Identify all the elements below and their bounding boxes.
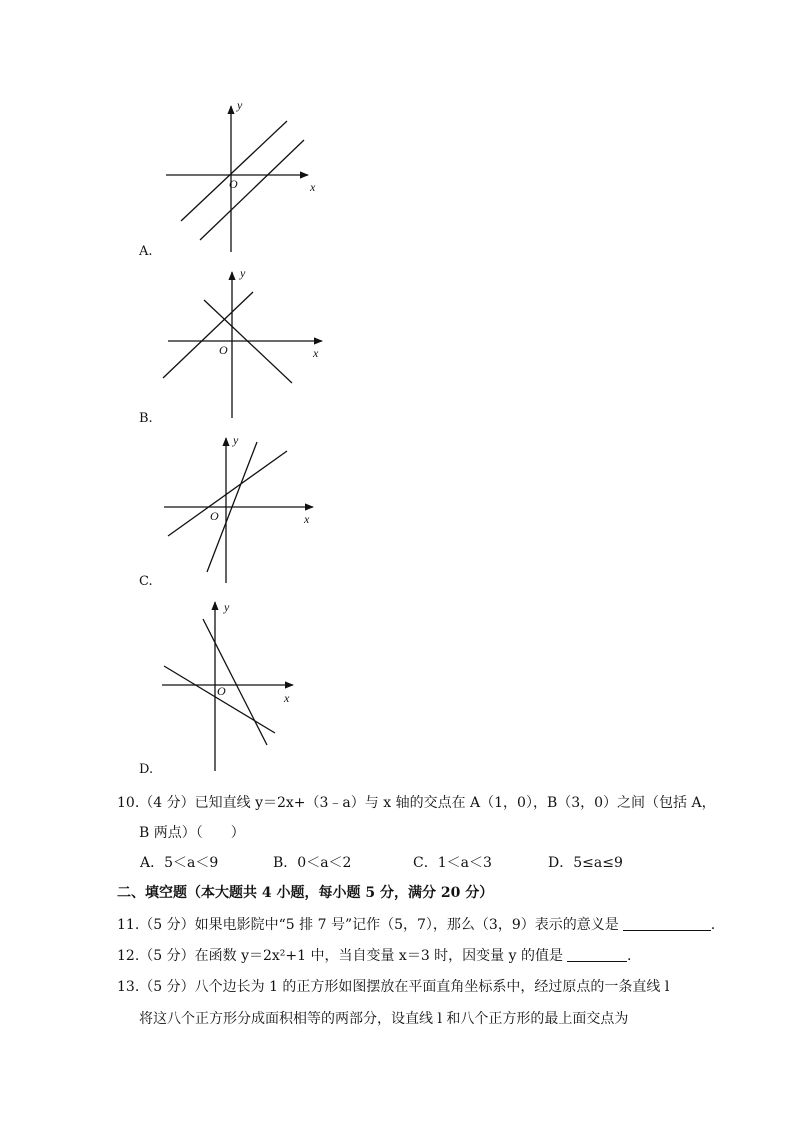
choice-a[interactable]: A．5＜a＜9: [140, 855, 219, 871]
graph-a-x-label: x: [310, 180, 316, 194]
graph-c: [164, 438, 313, 583]
graph-d: [162, 602, 293, 771]
question-12-answer-blank[interactable]: [567, 947, 627, 962]
graph-c-x-label: x: [304, 512, 310, 526]
section-2-heading: 二、填空题（本大题共 4 小题，每小题 5 分，满分 20 分）: [117, 885, 494, 901]
graph-d-origin-label: O: [217, 684, 226, 698]
graph-b-x-label: x: [313, 346, 319, 360]
question-13-text: 13.（5 分）八个边长为 1 的正方形如图摆放在平面直角坐标系中，经过原点的一条直线 l: [117, 979, 670, 995]
question-11-end: .: [710, 917, 716, 933]
choice-b[interactable]: B．0＜a＜2: [273, 855, 352, 871]
graph-d-line-2: [164, 666, 275, 733]
graph-c-line-1: [168, 451, 287, 536]
option-d-label: D.: [139, 762, 154, 777]
question-11: [117, 914, 715, 934]
graph-b-y-label: y: [240, 266, 246, 280]
choice-c[interactable]: C．1＜a＜3: [413, 855, 492, 871]
graph-a-origin-label: O: [229, 177, 238, 191]
question-11-text: 11.（5 分）如果电影院中“5 排 7 号”记作（5，7），那么（3，9）表示的意义是: [117, 917, 619, 933]
graph-c-origin-label: O: [210, 509, 219, 523]
question-10-text-cont: B 两点）（ ）: [139, 825, 245, 841]
question-12: [117, 945, 631, 965]
option-b-label: B.: [139, 411, 153, 426]
question-11-answer-blank[interactable]: [623, 916, 711, 931]
option-a-label: A.: [139, 244, 153, 259]
question-12-text: 12.（5 分）在函数 y＝2x²+1 中，当自变量 x＝3 时，因变量 y 的值是: [117, 948, 563, 964]
question-10-text: 10.（4 分）已知直线 y＝2x+（3﹣a）与 x 轴的交点在 A（1，0），B（3，0）之间（包括 A，: [117, 795, 716, 811]
graph-a-line-2: [200, 140, 304, 240]
choice-d[interactable]: D．5≤a≤9: [548, 855, 623, 871]
graph-d-y-label: y: [224, 600, 230, 614]
graph-d-x-label: x: [284, 691, 290, 705]
graph-a-y-label: y: [237, 98, 243, 112]
question-12-end: .: [627, 948, 632, 964]
question-13-text-cont: 将这八个正方形分成面积相等的两部分，设直线 l 和八个正方形的最上面交点为: [139, 1011, 629, 1027]
graph-b-origin-label: O: [219, 343, 228, 357]
option-c-label: C.: [139, 574, 153, 589]
graph-b: [163, 272, 322, 418]
graph-b-line-1: [163, 292, 253, 378]
graph-c-y-label: y: [233, 433, 239, 447]
graph-d-line-1: [203, 619, 267, 745]
